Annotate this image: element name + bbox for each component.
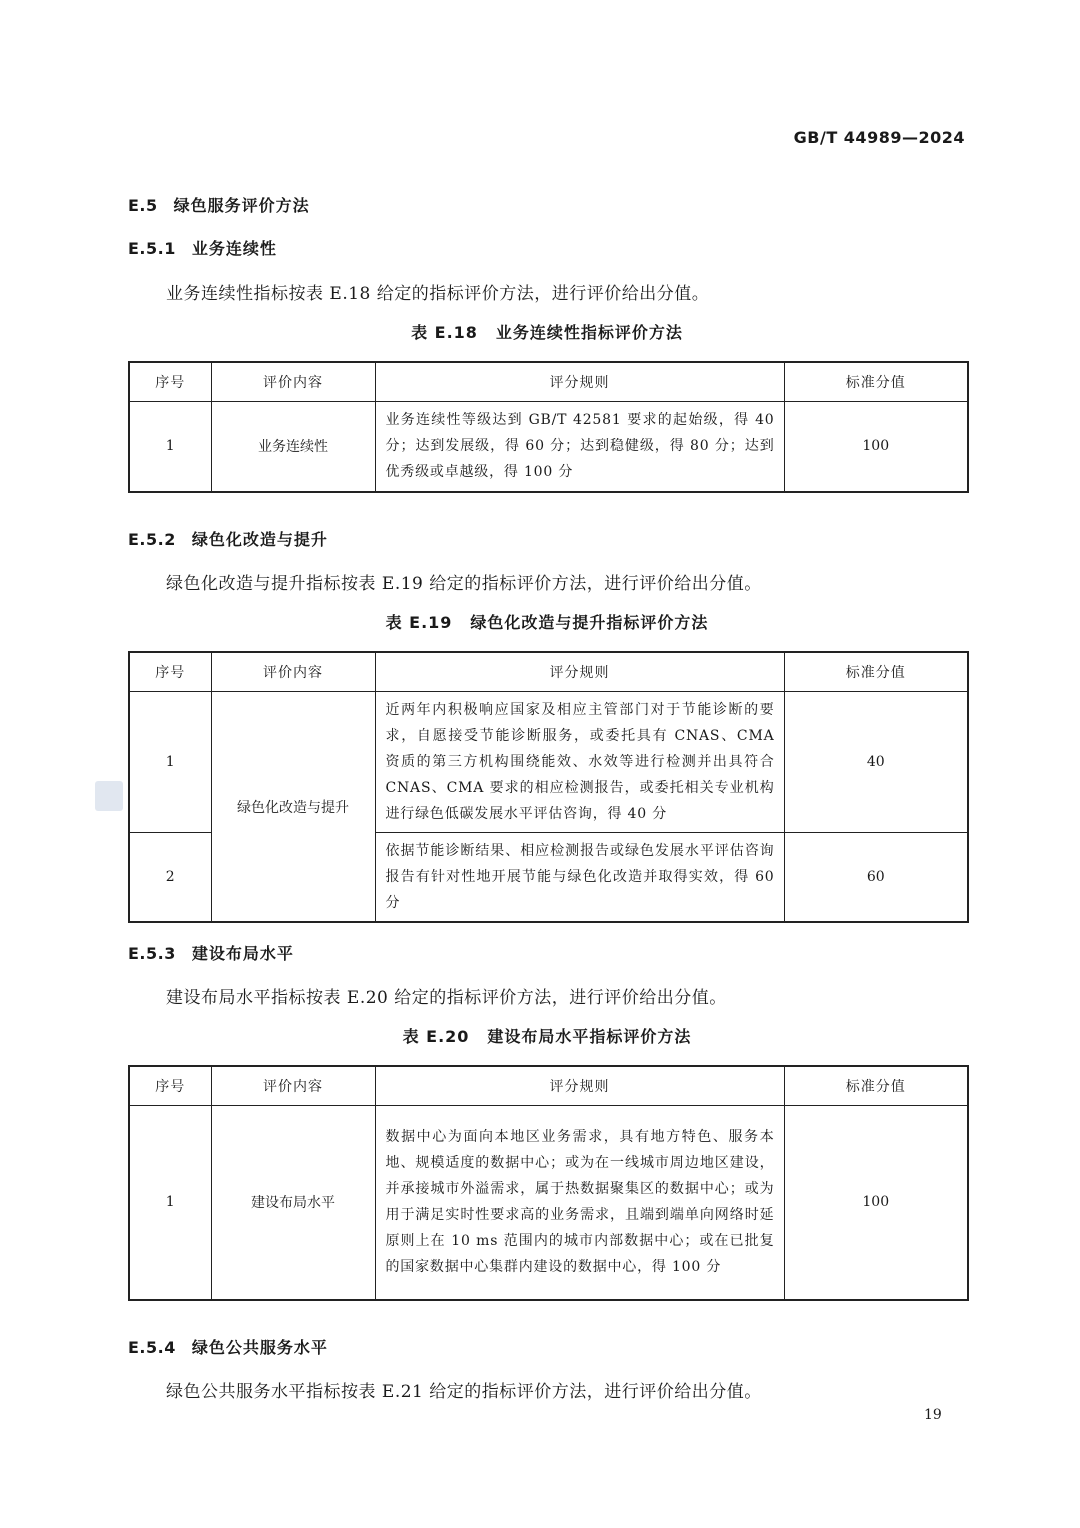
header-content: 评价内容	[211, 1066, 375, 1106]
table-caption-title: 业务连续性指标评价方法	[495, 323, 683, 342]
subsection-heading-e54	[128, 1335, 328, 1358]
cell-rule: 近两年内积极响应国家及相应主管部门对于节能诊断的要求，自愿接受节能诊断服务，或委托具有 CNAS、CMA 资质的第三方机构围绕能效、水效等进行检测并出具符合 CNAS、CMA 要求的相应检测报告，或委托相关专业机构进行绿色低碳发展水平评估咨询，得 40 分	[375, 692, 784, 833]
table-header-row	[129, 362, 968, 402]
cell-seq: 1	[129, 1106, 211, 1300]
header-score: 标准分值	[784, 652, 968, 692]
table-e18	[128, 361, 969, 493]
table-caption-title: 绿色化改造与提升指标评价方法	[470, 613, 709, 632]
cell-content: 建设布局水平	[211, 1106, 375, 1300]
cell-rule: 数据中心为面向本地区业务需求，具有地方特色、服务本地、规模适度的数据中心；或为在一线城市周边地区建设，并承接城市外溢需求，属于热数据聚集区的数据中心；或为用于满足实时性要求高的业务需求，且端到端单向网络时延原则上在 10 ms 范围内的城市内部数据中心；或在已批复的国家数据中心集群内建设的数据中心，得 100 分	[375, 1106, 784, 1300]
header-rule: 评分规则	[375, 652, 784, 692]
page-number: 19	[924, 1407, 942, 1423]
subsection-number: E.5.4	[128, 1338, 176, 1357]
standard-number: GB/T 44989—2024	[793, 128, 965, 147]
table-caption-e20	[128, 1024, 966, 1047]
header-seq: 序号	[129, 652, 211, 692]
cell-content: 业务连续性	[211, 402, 375, 492]
table-caption-number: 表 E.19	[385, 613, 453, 632]
paragraph-e51: 业务连续性指标按表 E.18 给定的指标评价方法，进行评价给出分值。	[166, 284, 710, 304]
subsection-number: E.5.2	[128, 530, 176, 549]
cell-rule: 业务连续性等级达到 GB/T 42581 要求的起始级，得 40 分；达到发展级，得 60 分；达到稳健级，得 80 分；达到优秀级或卓越级，得 100 分	[375, 402, 784, 492]
cell-score: 100	[784, 402, 968, 492]
section-heading	[128, 193, 310, 216]
subsection-heading-e51	[128, 236, 277, 259]
header-score: 标准分值	[784, 362, 968, 402]
table-caption-e19	[128, 610, 966, 633]
cell-score: 40	[784, 692, 968, 833]
cell-seq: 2	[129, 833, 211, 923]
section-title: 绿色服务评价方法	[173, 196, 310, 215]
table-row	[129, 1106, 968, 1300]
cell-seq: 1	[129, 692, 211, 833]
header-rule: 评分规则	[375, 362, 784, 402]
subsection-title: 绿色化改造与提升	[191, 530, 328, 549]
subsection-title: 建设布局水平	[191, 944, 294, 963]
cell-score: 60	[784, 833, 968, 923]
table-caption-number: 表 E.20	[402, 1027, 470, 1046]
section-number: E.5	[128, 196, 158, 215]
paragraph-e53: 建设布局水平指标按表 E.20 给定的指标评价方法，进行评价给出分值。	[166, 988, 727, 1008]
table-caption-title: 建设布局水平指标评价方法	[487, 1027, 692, 1046]
table-caption-number: 表 E.18	[411, 323, 478, 342]
subsection-heading-e53	[128, 941, 294, 964]
paragraph-e54: 绿色公共服务水平指标按表 E.21 给定的指标评价方法，进行评价给出分值。	[166, 1382, 762, 1402]
table-caption-e18	[128, 320, 966, 343]
header-seq: 序号	[129, 362, 211, 402]
table-e20	[128, 1065, 969, 1301]
cell-seq: 1	[129, 402, 211, 492]
subsection-title: 绿色公共服务水平	[191, 1338, 328, 1357]
table-row	[129, 692, 968, 833]
cell-score: 100	[784, 1106, 968, 1300]
cell-content: 绿色化改造与提升	[211, 692, 375, 923]
subsection-number: E.5.3	[128, 944, 176, 963]
subsection-number: E.5.1	[128, 239, 176, 258]
table-header-row	[129, 1066, 968, 1106]
subsection-heading-e52	[128, 527, 328, 550]
paragraph-e52: 绿色化改造与提升指标按表 E.19 给定的指标评价方法，进行评价给出分值。	[166, 574, 762, 594]
table-e19	[128, 651, 969, 923]
header-content: 评价内容	[211, 652, 375, 692]
header-score: 标准分值	[784, 1066, 968, 1106]
header-rule: 评分规则	[375, 1066, 784, 1106]
header-seq: 序号	[129, 1066, 211, 1106]
table-row	[129, 402, 968, 492]
watermark-stamp	[95, 781, 123, 811]
subsection-title: 业务连续性	[191, 239, 277, 258]
cell-rule: 依据节能诊断结果、相应检测报告或绿色发展水平评估咨询报告有针对性地开展节能与绿色化改造并取得实效，得 60 分	[375, 833, 784, 923]
table-header-row	[129, 652, 968, 692]
header-content: 评价内容	[211, 362, 375, 402]
